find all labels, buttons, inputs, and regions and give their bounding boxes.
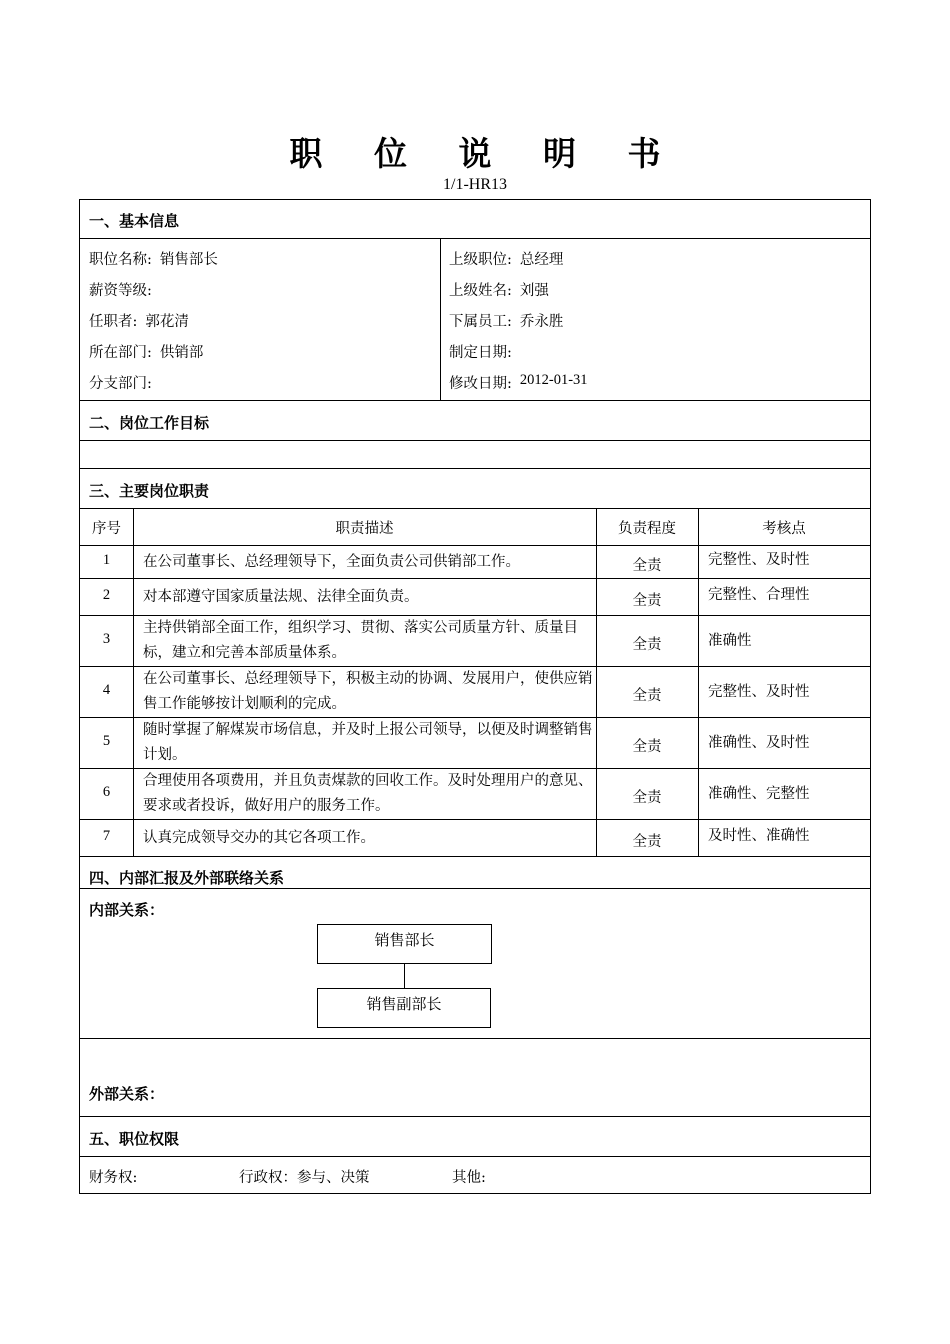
duty-assessment: 准确性、及时性 [708, 734, 810, 751]
duty-responsibility: 全责 [632, 833, 662, 850]
duty-number: 1 [102, 551, 111, 568]
table-row-divider [80, 819, 870, 820]
duty-description: 随时掌握了解煤炭市场信息，并及时上报公司领导，以便及时调整销售计划。 [143, 722, 593, 763]
basic-right-value: 乔永胜 [519, 314, 564, 330]
internal-relations-label: 内部关系： [89, 901, 165, 919]
header-number: 序号 [92, 521, 121, 537]
authority-admin: 行政权：参与、决策 [239, 1170, 370, 1186]
job-description-form [79, 199, 871, 1194]
section-relations: 四、内部汇报及外部联络关系 [89, 869, 285, 887]
basic-right-value: 2012-01-31 [519, 372, 588, 388]
duty-number: 7 [102, 827, 111, 844]
duty-description: 在公司董事长、总经理领导下，全面负责公司供销部工作。 [143, 553, 520, 570]
document-code: 1/1-HR13 [443, 176, 507, 193]
basic-right-value: 刘强 [519, 283, 549, 299]
duty-number: 4 [102, 681, 111, 698]
basic-right-label: 下属员工: [449, 314, 512, 330]
duty-responsibility: 全责 [632, 738, 662, 755]
org-box-deputy-director: 销售副部长 [317, 988, 491, 1028]
header-description: 职责描述 [335, 521, 394, 537]
basic-left-label: 职位名称: [89, 252, 152, 268]
duty-number: 5 [102, 732, 111, 749]
duty-responsibility: 全责 [632, 636, 662, 653]
basic-left-value: 郭花清 [145, 314, 189, 330]
basic-left-value: 供销部 [159, 345, 204, 361]
duty-responsibility: 全责 [632, 557, 662, 574]
duty-assessment: 及时性、准确性 [708, 827, 810, 844]
duty-assessment: 完整性、及时性 [708, 551, 810, 568]
org-box-sales-director: 销售部长 [317, 924, 492, 964]
duty-responsibility: 全责 [632, 687, 662, 704]
basic-right-value: 总经理 [519, 252, 564, 268]
duty-assessment: 准确性、完整性 [708, 785, 810, 802]
table-row-divider [80, 545, 870, 546]
section-authority: 五、职位权限 [89, 1130, 180, 1148]
authority-other: 其他: [452, 1170, 486, 1186]
duty-responsibility: 全责 [632, 789, 662, 806]
duty-description: 主持供销部全面工作，组织学习、贯彻、落实公司质量方针、质量目标，建立和完善本部质量体系。 [143, 620, 578, 661]
basic-left-value: 销售部长 [159, 252, 218, 268]
duty-assessment: 准确性 [708, 632, 752, 649]
basic-left-label: 所在部门: [89, 345, 152, 361]
header-assessment: 考核点 [762, 521, 806, 537]
page-title: 职 位 说 明 书 [289, 134, 681, 173]
basic-left-label: 分支部门: [89, 376, 152, 392]
duty-number: 2 [102, 586, 111, 603]
basic-left-label: 任职者: [89, 314, 138, 330]
section-main-duties: 三、主要岗位职责 [89, 482, 210, 500]
authority-finance: 财务权: [89, 1170, 138, 1186]
basic-right-label: 修改日期: [449, 376, 512, 392]
duty-description: 合理使用各项费用，并且负责煤款的回收工作。及时处理用户的意见、要求或者投诉，做好用户的服务工作。 [143, 773, 593, 814]
duty-assessment: 完整性、及时性 [708, 683, 810, 700]
duty-number: 6 [102, 783, 111, 800]
section-basic-info: 一、基本信息 [89, 212, 180, 230]
duty-responsibility: 全责 [632, 592, 662, 609]
table-row-divider [80, 578, 870, 579]
basic-right-label: 制定日期: [449, 345, 512, 361]
duty-description: 对本部遵守国家质量法规、法律全面负责。 [143, 588, 419, 605]
duty-description: 认真完成领导交办的其它各项工作。 [143, 829, 375, 846]
section-job-goal: 二、岗位工作目标 [89, 414, 210, 432]
basic-left-label: 薪资等级: [89, 283, 152, 299]
basic-right-label: 上级职位: [449, 252, 512, 268]
duty-assessment: 完整性、合理性 [708, 586, 810, 603]
basic-right-label: 上级姓名: [449, 283, 512, 299]
header-responsibility: 负责程度 [618, 521, 676, 537]
duty-number: 3 [102, 630, 111, 647]
duty-description: 在公司董事长、总经理领导下，积极主动的协调、发展用户，使供应销售工作能够按计划顺利的完成。 [143, 671, 593, 712]
external-relations-label: 外部关系： [89, 1085, 165, 1103]
